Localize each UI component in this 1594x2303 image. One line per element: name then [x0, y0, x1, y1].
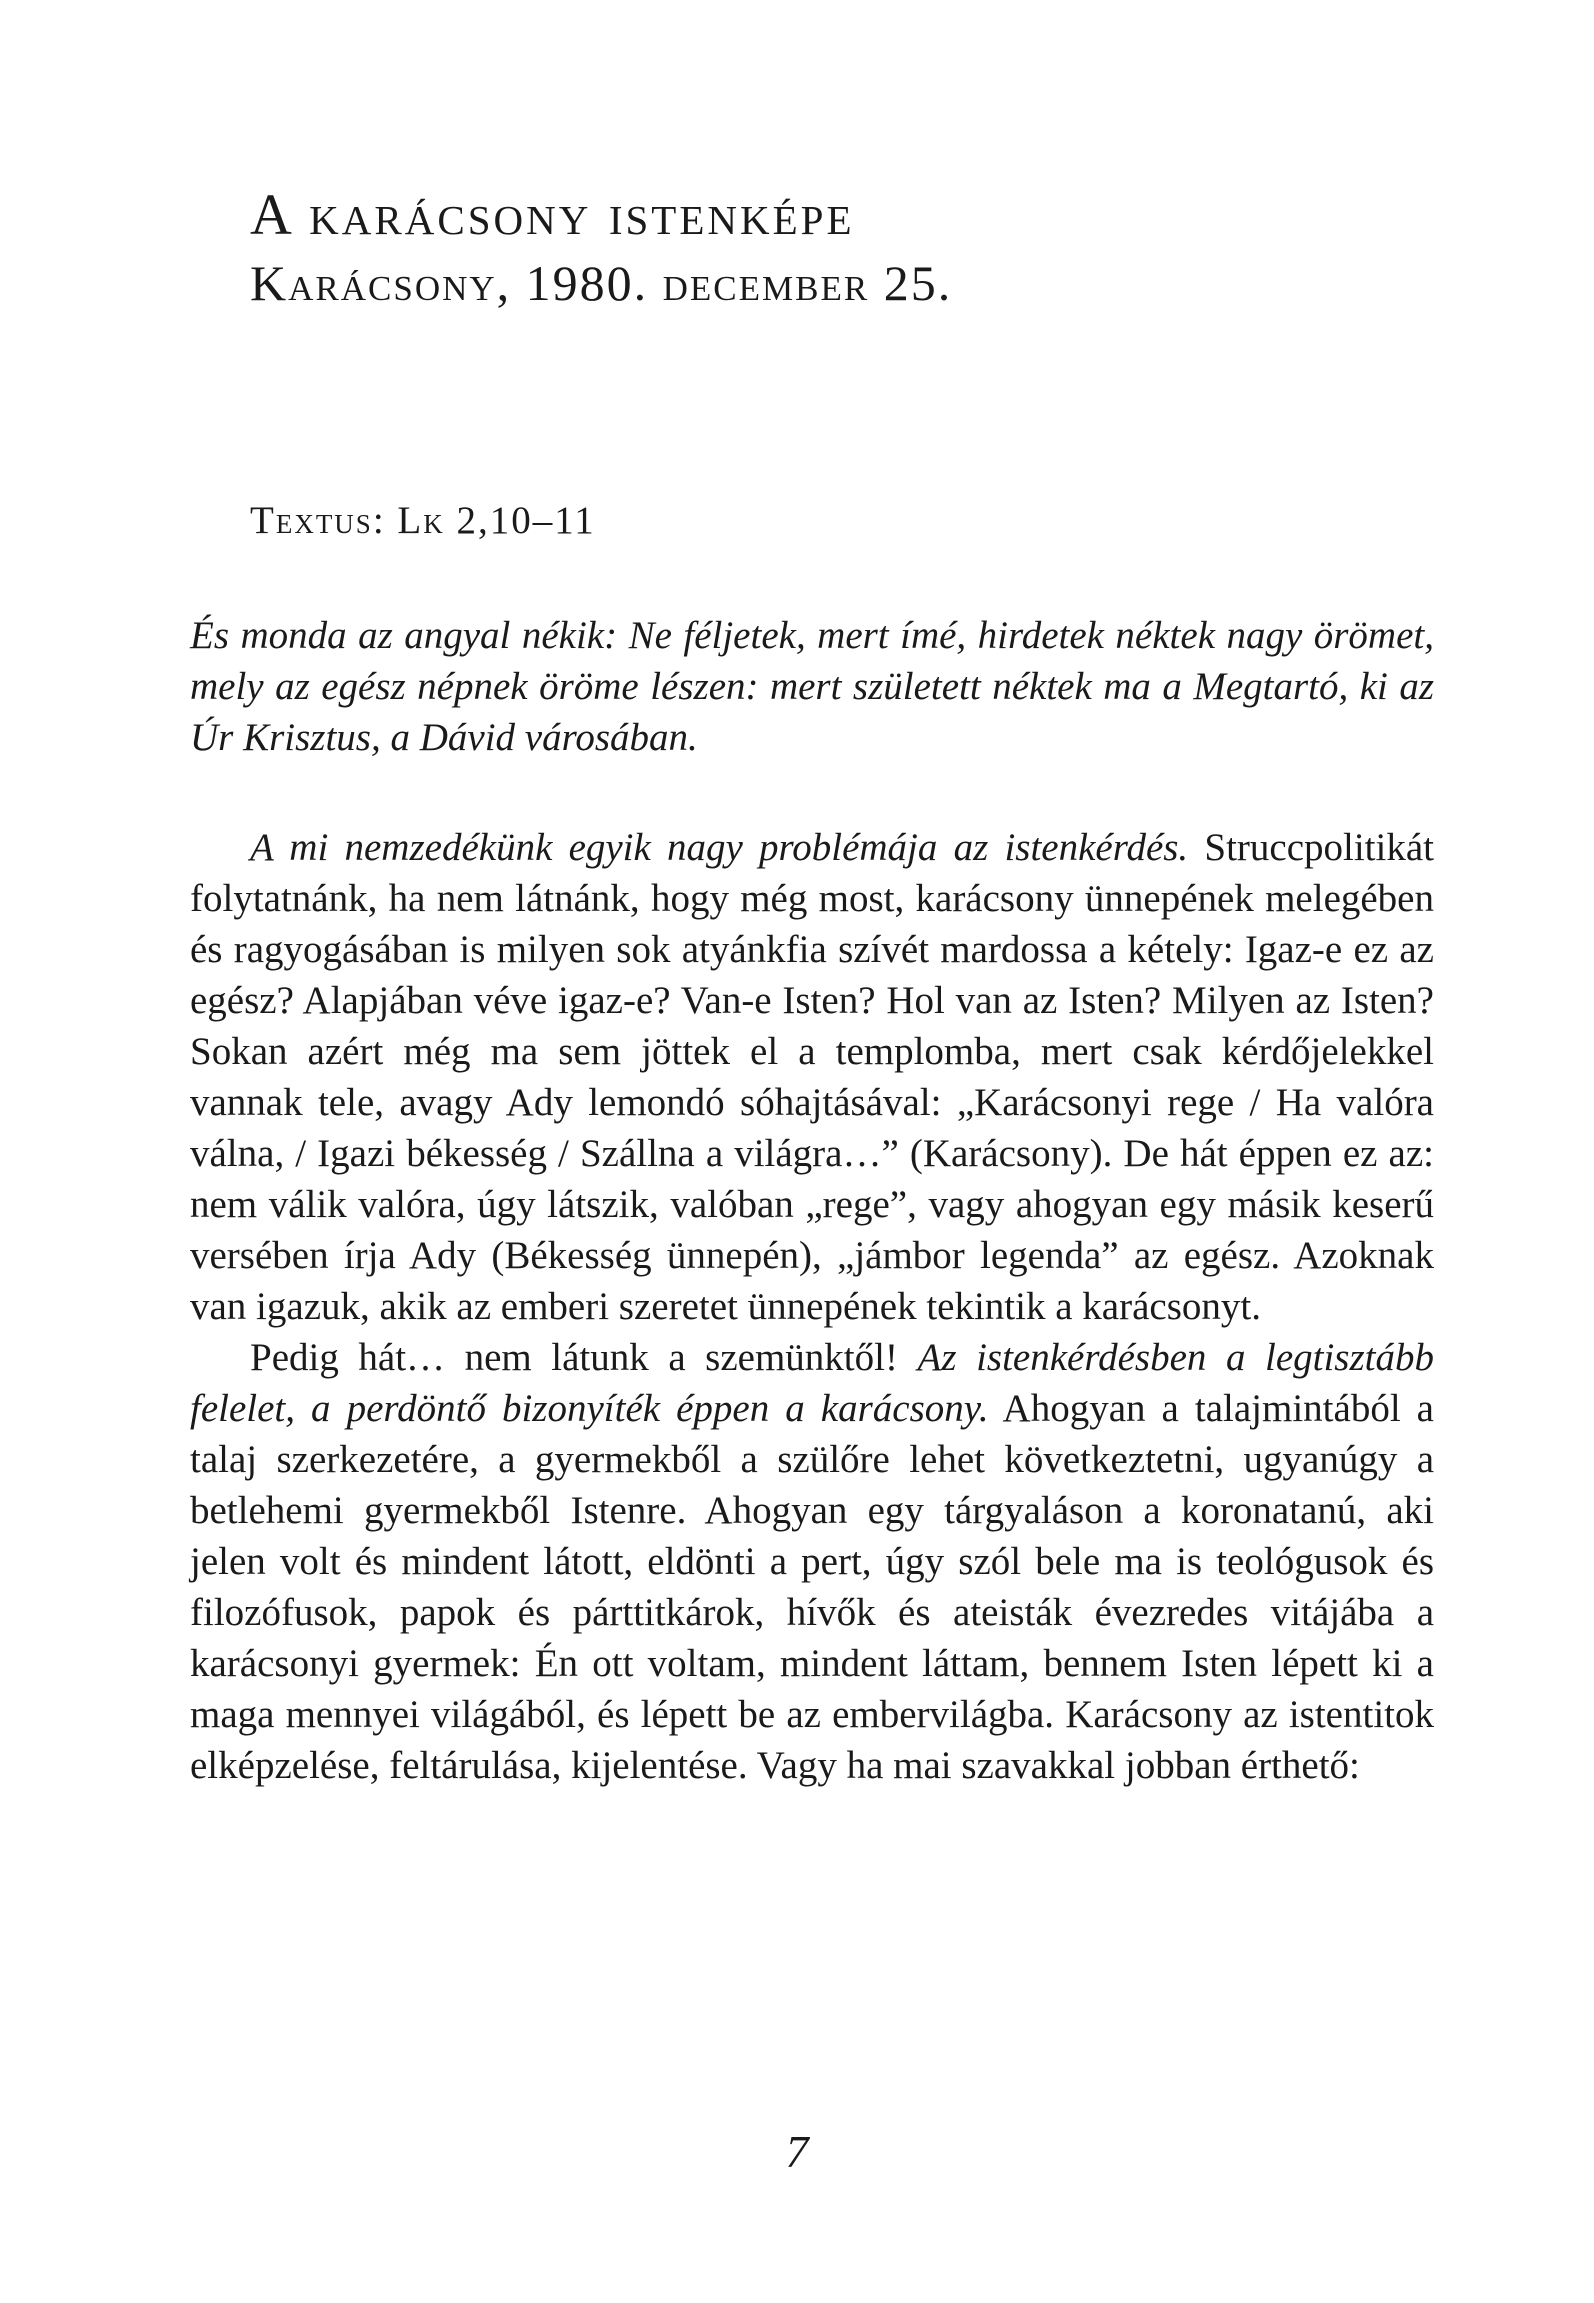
body-text — [190, 822, 1434, 1791]
page-number: 7 — [785, 2126, 809, 2177]
scripture-quote: És monda az angyal nékik: Ne féljetek, mert ímé, hirdetek néktek nagy örömet, mely az egész népnek öröme lészen: mert született néktek ma a Megtartó, ki az Úr Krisztus, a Dávid városában. — [190, 614, 1434, 759]
textus-reference: Textus: Lk 2,10–11 — [250, 499, 596, 542]
paragraph-1-lead: A mi nemzedékünk egyik nagy problémája az istenkérdés. — [250, 826, 1189, 869]
paragraph-1 — [190, 822, 1434, 1332]
paragraph-2-start: Pedig hát… nem látunk a szemünktől! — [250, 1336, 918, 1379]
chapter-subtitle: Karácsony, 1980. december 25. — [250, 255, 953, 311]
paragraph-2-emphasis: Az istenkérdésben a legtisztább felelet, a perdöntő bizonyíték éppen a karácsony. — [190, 1336, 1434, 1430]
paragraph-2-text: Ahogyan a talajmintából a talaj szerkezetére, a gyermekből a szülőre lehet következtetni, ugyanúgy a betlehemi gyermekből Istenre. Ahogyan egy tárgyaláson a koronatanú, aki jelen volt és mindent látott, eldönti a pert, úgy szól bele ma is teológusok és filozófusok, papok és párttitkárok, hívők és ateisták évezredes vitájába a karácsonyi gyermek: Én ott voltam, mindent láttam, bennem Isten lépett ki a maga mennyei világából, és lépett be az embervilágba. Karácsony az istentitok elképzelése, feltárulása, kijelentése. Vagy ha mai szavakkal jobban érthető: — [190, 1387, 1434, 1787]
chapter-title: A karácsony istenképe — [250, 182, 855, 247]
paragraph-1-text: Struccpolitikát folytatnánk, ha nem látnánk, hogy még most, karácsony ünnepének melegében és ragyogásában is milyen sok atyánkfia szívét mardossa a kétely: Igaz-e ez az egész? Alapjában véve igaz-e? Van-e Isten? Hol van az Isten? Milyen az Isten? Sokan azért még ma sem jöttek el a templomba, mert csak kérdőjelekkel vannak tele, avagy Ady lemondó sóhajtásával: „Karácsonyi rege / Ha valóra válna, / Igazi békesség / Szállna a világra…” (Karácsony). De hát éppen ez az: nem válik valóra, úgy látszik, valóban „rege”, vagy ahogyan egy másik keserű versében írja Ady (Békesség ünnepén), „jámbor legenda” az egész. Azoknak van igazuk, akik az emberi szeretet ünnepének tekintik a karácsonyt. — [190, 826, 1434, 1328]
paragraph-2 — [190, 1332, 1434, 1791]
chapter-heading — [250, 180, 952, 316]
